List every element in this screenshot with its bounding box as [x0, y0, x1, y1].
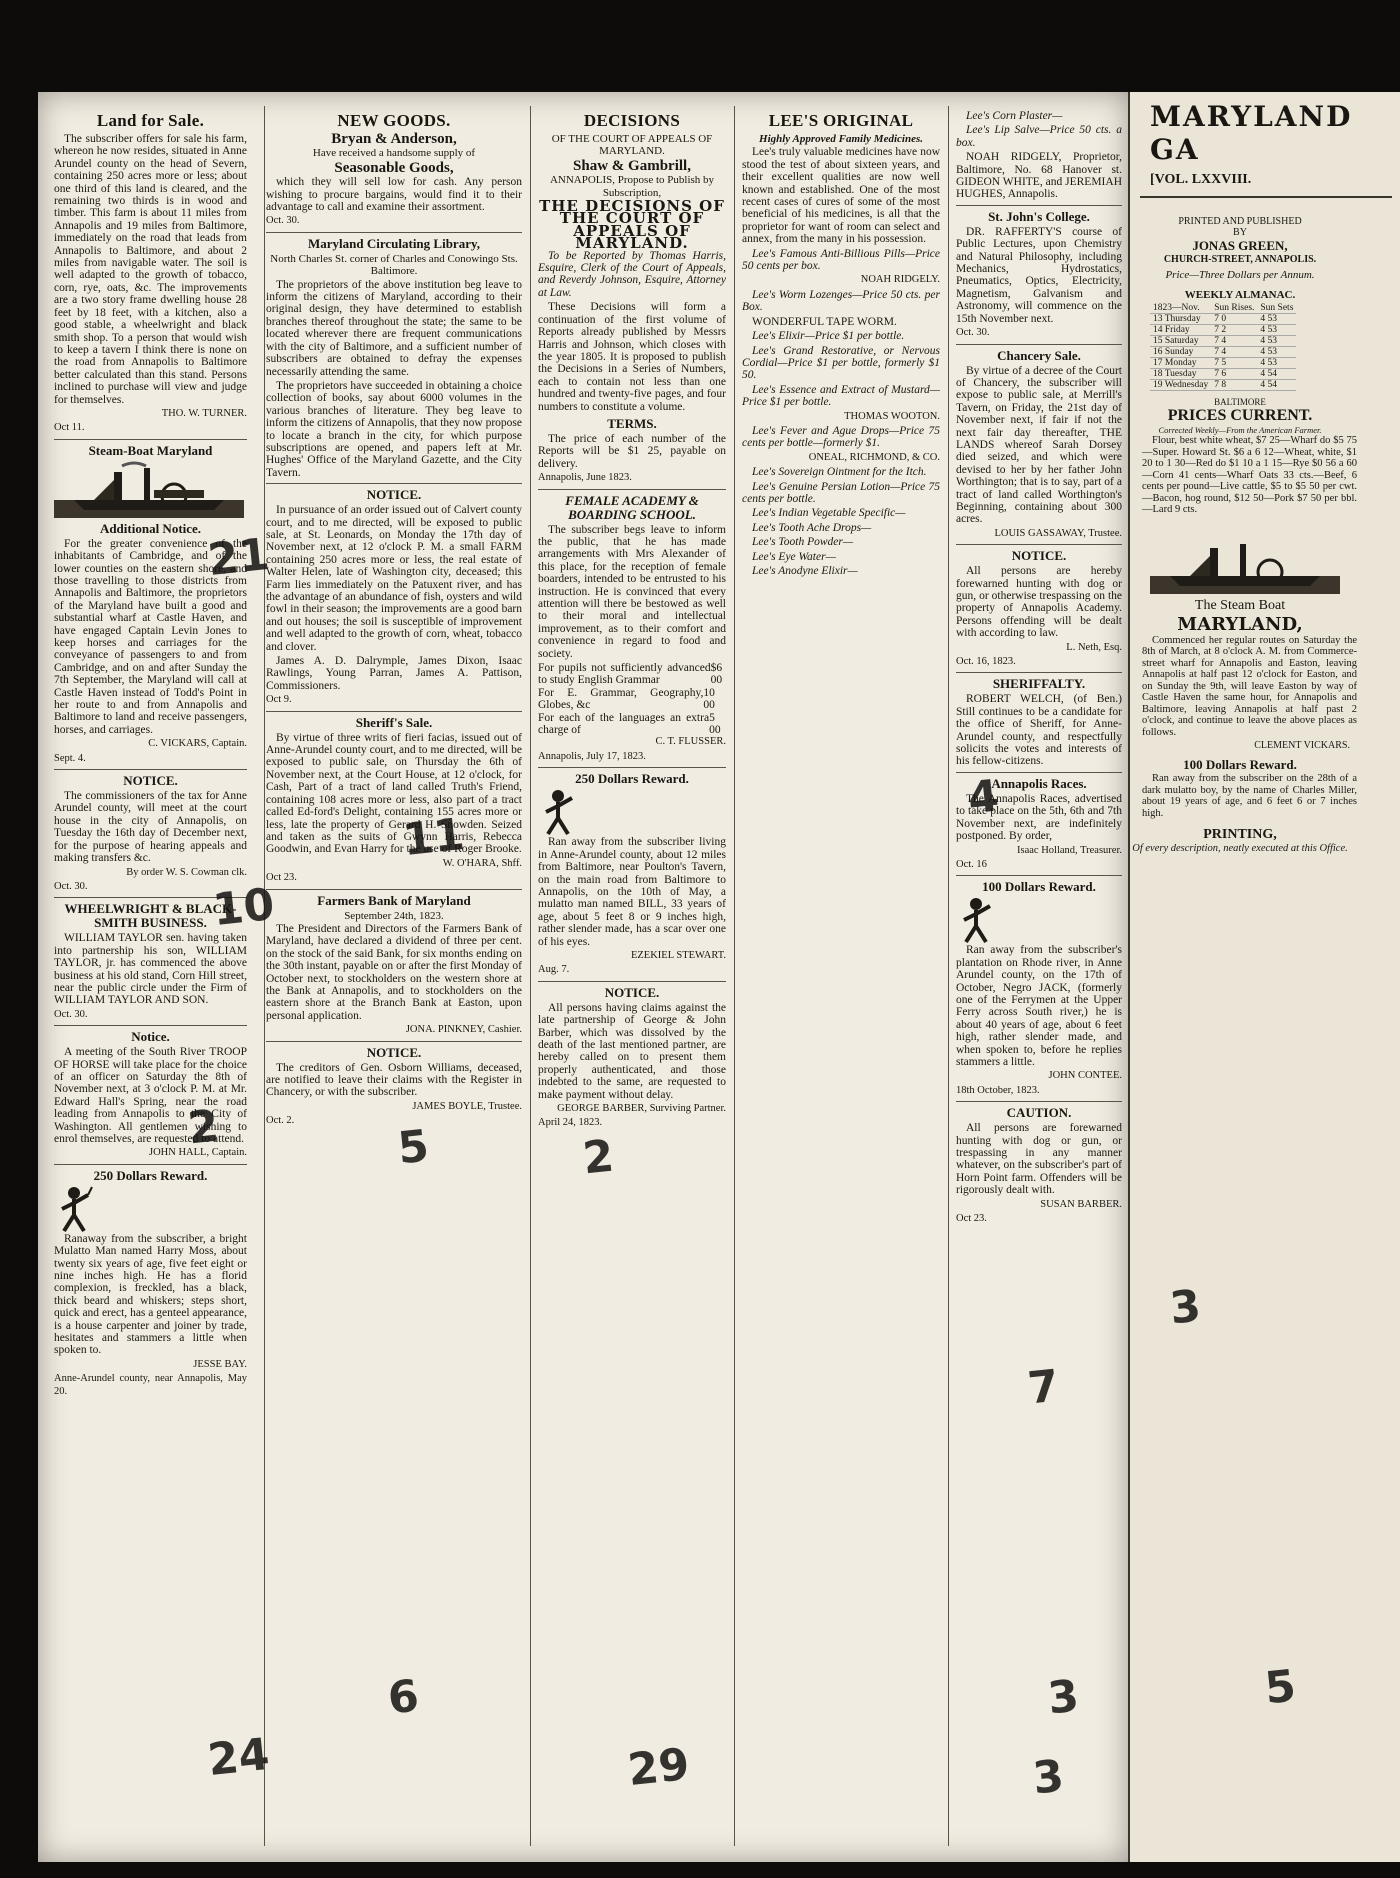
handwritten-number: 10: [210, 878, 277, 937]
prices-body: Flour, best white wheat, $7 25—Wharf do $5 75—Super. Howard St. $6 a 6 12—Wheat, white, $1 20 to 1 30—Red do $1 10 a 1 15—Rye $0 56 a 60—Corn 41 cents—Wharf Oats 33 cts.—Beef, 6 cents per pound—Live cattle, $5 to $5 50 per cwt.—Bacon, hog round, $12 50—Pork $7 50 per bbl.—Lard 9 cts.: [1142, 435, 1357, 515]
caution-signature: SUSAN BARBER.: [1040, 1198, 1122, 1210]
sheriff-sale-title: Sheriff's Sale.: [355, 714, 433, 730]
table-header: 1823—Nov. Sun Rises. Sun Sets: [1150, 303, 1296, 314]
additional-notice-date: Sept. 4.: [54, 752, 86, 764]
table-row: 19 Wednesday 7 8 4 54: [1150, 380, 1296, 391]
handwritten-number: 2: [580, 1130, 617, 1185]
divider: [956, 544, 1122, 545]
reward-body: Ran away from the subscriber on the 28th of a dark mulatto boy, by the name of Charles Miller, about 19 years of age, and 6 feet 6 or 7 inches high.: [1142, 773, 1357, 819]
runaway-figure-icon: [538, 788, 726, 836]
land-sale-body: The subscriber offers for sale his farm, whereon he now resides, situated in Anne Arundel county on the head of Severn, containing 250 acres more or less; about one third of this land is cleared, and the remaining two thirds is in wood and timber. This farm is about 11 miles from Annapolis and 19 miles from Baltimore, immediately on the road that leads from Annapolis to Baltimore, and about 2 miles from navigable water. The soil is well adapted to the growth of tobacco, corn, rye, oats, &c. The improvements are a two story frame dwelling house 28 feet by 18 feet, with a kitchen, also a good stable, a wheelwright and black smith shop. To a person that would wish to keep a tavern I think there is none on the road from Annapolis to Baltimore better calculated than this stand. Persons inclined to purchase will view and judge for themselves.: [54, 133, 247, 406]
almanac-title: WEEKLY ALMANAC.: [1184, 289, 1296, 301]
lip-salve-title: Lee's Lip Salve—Price 50 cts. a box.: [956, 124, 1122, 149]
table-row: 14 Friday 7 2 4 53: [1150, 325, 1296, 336]
oneal-signature: ONEAL, RICHMOND, & CO.: [808, 451, 940, 463]
steamboat-cut: [1150, 536, 1400, 594]
decisions-title: DECISIONS: [583, 111, 681, 130]
printing-title: PRINTING,: [1203, 827, 1277, 842]
column-1: [48, 110, 253, 1845]
prices-subtitle: Corrected Weekly—From the American Farmer.: [1158, 425, 1322, 435]
column-3: [532, 110, 732, 1845]
list-item: For E. Grammar, Geography, Globes, &c 10 00: [538, 686, 715, 712]
notice-signature: L. Neth, Esq.: [1066, 641, 1122, 653]
library-subtitle: North Charles St. corner of Charles and Conowingo Sts. Baltimore.: [270, 252, 518, 278]
reward-title: 100 Dollars Reward.: [1183, 757, 1297, 772]
handwritten-number: 11: [400, 808, 467, 867]
notice-body: The commissioners of the tax for Anne Arundel county, will meet at the court house in the city of Annapolis, on Tuesday the 16th day of December next, for the purpose of hearing appeals and making transfers &c.: [54, 790, 247, 865]
printer-street: CHURCH-STREET, ANNAPOLIS.: [1163, 254, 1317, 265]
vegetable-title: Lee's Indian Vegetable Specific—: [752, 507, 906, 520]
chancery-title: Chancery Sale.: [997, 347, 1081, 363]
troop-notice-title: Notice.: [131, 1029, 170, 1045]
new-goods-date: Oct. 30.: [266, 215, 300, 227]
column-2: [260, 110, 528, 1845]
reward-body: Ran away from the subscriber living in Anne-Arundel county, about 12 miles from Baltimore, near Poulton's Tavern, on the main road from Baltimore to Annapolis, on the 10th of May, a mulatto man named BILL, 33 years of age, about 5 feet 8 or 9 inches high, rather slender made, has a scar over one of his eyes.: [538, 836, 726, 948]
bank-body: The President and Directors of the Farmers Bank of Maryland, have declared a dividend of three per cent. on the stock of the said Bank, for six months ending on the 30th instant, payable on or after the first Monday of October next, to stockholders on the western shore at the Bank at Annapolis, and to stockholders on the eastern shore at the Branch Bank at Easton, upon personal application.: [266, 922, 522, 1022]
table-row: 15 Saturday 7 4 4 53: [1150, 336, 1296, 347]
front-page-edge: [1128, 92, 1400, 1862]
library-body: The proprietors of the above institution beg leave to inform the citizens of Maryland, according to their original design, they have determined to establish branches thereof throughout the state; the same to be located wherever there are frequent communications with the city of Baltimore, and a sufficient number of subscribers are obtained to defray the expenses necessarily attending the same.: [266, 278, 522, 378]
new-goods-heading: Seasonable Goods,: [334, 159, 454, 176]
college-body: DR. RAFFERTY'S course of Public Lectures, upon Chemistry and Natural Philosophy, including Mechanics, Hydrostatics, Pneumatics, Optics, Electricity, Magnetism, Galvanism and Astronomy, will commence on the 15th November next.: [956, 225, 1122, 325]
corn-plaster-title: Lee's Corn Plaster—: [966, 110, 1063, 122]
toothpowder-title: Lee's Tooth Powder—: [752, 536, 854, 549]
academy-title: FEMALE ACADEMY & BOARDING SCHOOL.: [565, 492, 699, 522]
divider: [54, 1025, 247, 1026]
steamboat-name: MARYLAND,: [1177, 613, 1303, 635]
handwritten-number: 5: [395, 1120, 432, 1175]
handwritten-number: 29: [625, 1738, 692, 1797]
chancery-signature: LOUIS GASSAWAY, Trustee.: [994, 527, 1122, 539]
academy-price-list: [538, 662, 726, 736]
decisions-firm-sub: ANNAPOLIS, Propose to Publish by Subscription,: [549, 174, 715, 199]
mustard-title: Lee's Essence and Extract of Mustard—Price $1 per bottle.: [742, 383, 940, 409]
lee-title: LEE'S ORIGINAL: [768, 111, 914, 130]
table-row: 18 Tuesday 7 6 4 54: [1150, 369, 1296, 380]
notice-date: Oct. 16, 1823.: [956, 656, 1016, 668]
lozenges-title: Lee's Worm Lozenges—Price 50 cts. per Box.: [742, 288, 940, 314]
steamboat-cut: [54, 460, 247, 518]
column-rule: [734, 106, 735, 1846]
list-item: For pupils not sufficiently advanced to study English Grammar $6 00: [538, 662, 723, 687]
divider: [956, 672, 1122, 673]
handwritten-number: 5: [1262, 1660, 1299, 1715]
creditors-notice-title: NOTICE.: [366, 1044, 422, 1060]
troop-notice-body: A meeting of the South River TROOP OF HORSE will take place for the choice of an officer on Saturday the 8th of November next, at 3 o'clock P. M. at Mr. Edward Hall's Spring, near the road leading from Annapolis to the City of Washington. All gentlemen wishing to enrol themselves, are requested to attend.: [54, 1046, 247, 1145]
races-title: Annapolis Races.: [991, 775, 1087, 791]
divider: [956, 875, 1122, 876]
handwritten-number: 7: [1025, 1360, 1062, 1415]
lotion-title: Lee's Genuine Persian Lotion—Price 75 cents per bottle.: [742, 480, 940, 505]
list-item: For each of the languages an extra charge of 5 00: [538, 711, 721, 737]
prices-title: PRICES CURRENT.: [1167, 407, 1313, 424]
bank-date-line: September 24th, 1823.: [344, 909, 444, 922]
steamboat-title: The Steam Boat: [1194, 597, 1286, 613]
steamboat-title: Steam-Boat Maryland: [88, 442, 213, 458]
column-4: [736, 110, 946, 1845]
bank-title: Farmers Bank of Maryland: [317, 892, 471, 908]
handwritten-number: 21: [205, 528, 272, 587]
land-sale-date: Oct 11.: [54, 422, 85, 434]
caution-title: CAUTION.: [1006, 1105, 1072, 1121]
divider: [1140, 196, 1392, 198]
decisions-blackletter-title: THE DECISIONS OF THE COURT OF APPEALS OF MARYLAND.: [539, 197, 725, 253]
pills-title: Lee's Famous Anti-Billious Pills—Price 50 cents per box.: [742, 247, 940, 273]
divider: [956, 344, 1122, 345]
academy-signature: C. T. FLUSSER.: [655, 736, 726, 748]
chancery-body: By virtue of a decree of the Court of Chancery, the subscriber will expose to public sale, at Merrill's Tavern, on Friday, the 21st day of November next, if fair if not the next fair day thereafter, THE LANDS whereof Sarah Dorsey died seized, and which were devised to her by her father John Worthington; that is to say, part of a tract of land called Worthington's Beginning, containing about 300 acres.: [956, 364, 1122, 526]
divider: [538, 981, 726, 982]
races-signature: Isaac Holland, Treasurer.: [1017, 844, 1122, 856]
bank-signature: JONA. PINKNEY, Cashier.: [405, 1024, 522, 1036]
ague-title: Lee's Fever and Ague Drops—Price 75 cents per bottle—formerly $1.: [742, 424, 940, 450]
handwritten-number: 4: [965, 770, 1002, 825]
new-goods-firm: Bryan & Anderson,: [331, 131, 457, 147]
terms-body: The price of each number of the Reports will be $1 25, payable on delivery.: [538, 432, 726, 470]
land-sale-signature: THO. W. TURNER.: [161, 407, 247, 419]
decisions-body: These Decisions will form a continuation of the first volume of Reports already published by Messrs Harris and Johnson, which closes with the year 1805. It is proposed to publish the Decisions in a Series of Numbers, each to contain not less than one hundred and twenty-five pages, and four numbers to constitute a volume.: [538, 301, 726, 413]
additional-notice-signature: C. VICKARS, Captain.: [148, 738, 247, 750]
notice-signature: GEORGE BARBER, Surviving Partner.: [557, 1103, 726, 1114]
notice-date: Oct. 30.: [54, 880, 88, 892]
handwritten-number: 24: [205, 1728, 272, 1787]
reward-date: Aug. 7.: [538, 964, 570, 976]
printer-line: PRINTED AND PUBLISHED: [1178, 216, 1302, 227]
additional-notice-body: For the greater convenience of the inhabitants of Cambridge, and of the lower counties on the eastern shore, and those travelling to those districts from Annapolis and Baltimore, the proprietors of the Maryland have built a good and substantial wharf at Castle Haven, and have engaged Captain Levin Jones to keep horses and carriages for the conveyance of passengers to and from Cambridge, and on and after Sunday the 7th September, the Maryland will call at Castle Haven instead of Todd's Point in her route to and from Annapolis and Baltimore to land and receive passengers, horses, and carriages.: [54, 537, 247, 736]
handwritten-number: 3: [1030, 1750, 1067, 1805]
reward-body: Ranaway from the subscriber, a bright Mulatto Man named Harry Moss, about twenty six years of age, five feet eight or nine inches high. He has a florid complexion, is freckled, has a black, thick beard and whiskers; steps short, quick and erect, has a genteel appearance, is a house carpenter and joiner by trade, hesitates and stammers a little when spoken to.: [54, 1232, 247, 1357]
creditors-notice-signature: JAMES BOYLE, Trustee.: [412, 1100, 522, 1112]
new-goods-body: which they will sell low for cash. Any person wishing to procure bargains, would find it to their advantage to call and examine their assortment.: [266, 176, 522, 214]
creditors-notice-body: The creditors of Gen. Osborn Williams, deceased, are notified to leave their claims with the Register in Chancery, or with the subscriber.: [266, 1061, 522, 1099]
prices-city: BALTIMORE: [1214, 397, 1266, 407]
wheelwright-title: WHEELWRIGHT & BLACK-SMITH BUSINESS.: [64, 901, 237, 931]
terms-date: Annapolis, June 1823.: [538, 472, 632, 484]
lee-body: Lee's truly valuable medicines have now stood the test of about sixteen years, and their excellent qualities are now well known and established. One of the most recent cases of cures of some of the most beneficial of his medicines, is all that the proprietor for want of room can select and annex, from the many in his possession.: [742, 146, 940, 246]
commissioners-list: James A. D. Dalrymple, James Dixon, Isaac Rawlings, Young Parran, James A. Pattison, Commissioners.: [266, 655, 522, 692]
sheriffalty-body: ROBERT WELCH, (of Ben.) Still continues to be a candidate for the office of Sheriff, for Anne-Arundel county, and respectfully solicits the votes and interests of his fellow-citizens.: [956, 693, 1122, 768]
library-body-2: The proprietors have succeeded in obtaining a choice collection of books, say about 6000 volumes in the various branches of literature. They beg leave to inform the citizens of Annapolis, that they now propose to locate a branch in the city, for which purpose subscriptions are opened, and papers left at Mr. Hughes' Office of the Maryland Gazette, and the City Tavern.: [266, 379, 522, 479]
academy-body: The subscriber begs leave to inform the public, that he has made arrangements with Mrs Alexander of this place, for the reception of female boarders, intended to be entrusted to his instruction. He is convinced that every attention will there be bestowed as well to their moral and intellectual improvement, as to their comfort and convenience in regard to food and society.: [538, 523, 726, 660]
anodyne-title: Lee's Anodyne Elixir—: [752, 565, 858, 577]
almanac-table: [1150, 303, 1296, 391]
notice-signature: By order W. S. Cowman clk.: [126, 866, 247, 878]
notice-title: NOTICE.: [604, 984, 660, 1000]
divider: [54, 439, 247, 440]
reward-title: 250 Dollars Reward.: [575, 771, 689, 787]
reward-date: Anne-Arundel county, near Annapolis, May 20.: [54, 1373, 247, 1397]
handwritten-number: 2: [185, 1100, 222, 1155]
reward-signature: JOHN CONTEE.: [1048, 1070, 1122, 1082]
troop-notice-signature: JOHN HALL, Captain.: [149, 1147, 247, 1159]
toothache-title: Lee's Tooth Ache Drops—: [752, 521, 872, 534]
reward-title: 250 Dollars Reward.: [93, 1167, 208, 1183]
creditors-notice-date: Oct. 2.: [266, 1115, 295, 1127]
divider: [266, 1041, 522, 1042]
divider: [54, 1164, 247, 1165]
handwritten-number: 3: [1045, 1670, 1082, 1725]
masthead: MARYLAND GA: [1150, 100, 1353, 166]
restorative-title: Lee's Grand Restorative, or Nervous Cordial—Price $1 per bottle, formerly $1 50.: [742, 344, 940, 382]
reward-date: 18th October, 1823.: [956, 1084, 1040, 1096]
tapeworm-title: WONDERFUL TAPE WORM.: [752, 315, 897, 328]
handwritten-number: 6: [385, 1670, 422, 1725]
runaway-figure-icon: [54, 1185, 247, 1233]
decisions-firm: Shaw & Gambrill,: [573, 157, 691, 174]
divider: [956, 205, 1122, 206]
printer-by: BY: [1233, 227, 1247, 238]
eyewater-title: Lee's Eye Water—: [752, 550, 836, 563]
pills-signature: NOAH RIDGELY.: [860, 274, 940, 286]
notice-title: NOTICE.: [1011, 548, 1067, 564]
races-body: The Annapolis Races, advertised to take place on the 5th, 6th and 7th November next, are indefinitely postponed. By order,: [956, 792, 1122, 843]
price-line: Price—Three Dollars per Annum.: [1165, 269, 1315, 281]
notice-title: NOTICE.: [123, 773, 178, 789]
notice-title: NOTICE.: [366, 487, 422, 503]
library-title: Maryland Circulating Library,: [307, 235, 480, 251]
table-row: 16 Sunday 7 4 4 53: [1150, 347, 1296, 358]
column-5: [950, 110, 1128, 1845]
divider: [266, 483, 522, 484]
terms-title: TERMS.: [607, 415, 657, 431]
divider: [538, 489, 726, 490]
handwritten-number: 3: [1167, 1280, 1204, 1335]
divider: [266, 889, 522, 890]
ridgely-agents: NOAH RIDGELY, Proprietor, Baltimore, No. 68 Hanover st. GIDEON WHITE, and JEREMIAH HUGHES, Annapolis.: [956, 151, 1122, 201]
printer-name: JONAS GREEN,: [1192, 238, 1288, 253]
steamboat-body: Commenced her regular routes on Saturday the 8th of March, at 8 o'clock A. M. from Commerce-street wharf for Annapolis and Easton, leaving Annapolis at half past 12 o'clock for Easton, and on Sunday the 9th, will leave Easton by way of Castle Haven the same hour, for Annapolis and Baltimore, leaving Annapolis at half past 2 o'clock, and continue to leave the above places as follows.: [1142, 634, 1357, 738]
runaway-figure-icon: [956, 896, 1122, 944]
commissioners-date: Oct 9.: [266, 694, 292, 706]
printing-body: Of every description, neatly executed at this Office.: [1132, 843, 1348, 854]
academy-date: Annapolis, July 17, 1823.: [538, 750, 646, 762]
notice-date: April 24, 1823.: [538, 1117, 603, 1129]
sheriff-sale-date: Oct 23.: [266, 872, 297, 884]
table-row: 13 Thursday 7 0 4 53: [1150, 314, 1296, 325]
additional-notice-title: Additional Notice.: [99, 520, 202, 536]
divider: [956, 1101, 1122, 1102]
column-rule: [948, 106, 949, 1846]
reward-signature: JESSE BAY.: [193, 1358, 247, 1370]
sheriff-sale-signature: W. O'HARA, Shff.: [442, 857, 522, 869]
reward-title: 100 Dollars Reward.: [982, 879, 1096, 895]
elixir-title: Lee's Elixir—Price $1 per bottle.: [752, 330, 905, 343]
lee-subtitle: Highly Approved Family Medicines.: [759, 133, 923, 145]
college-title: St. John's College.: [988, 208, 1090, 224]
land-sale-title: Land for Sale.: [96, 111, 205, 130]
divider: [54, 769, 247, 770]
notice-body: All persons having claims against the late partnership of George & John Barber, which was dissolved by the death of the last mentioned partner, are hereby called on to present them properly authenticated, and those indebted to the same, are requested to make payment without delay.: [538, 1001, 726, 1101]
sheriff-sale-body: By virtue of three writs of fieri facias, issued out of Anne-Arundel county court, and to me directed, will be exposed to public sale, on Thursday the 6th of November next, at the Court House, at 12 o'clock, for Cash, Part of a tract of land called Truth's Friend, containing 108 acres more or less, also part of a tract called Ed-ford's Delight, containing 155 acres more or less, late the property of Gerard H. Snowden. Seized and taken as the suits of Gwynn Harris, Rebecca Goodwin, and Evan Harry for the use of Roger Brooke.: [266, 731, 522, 856]
races-date: Oct. 16: [956, 858, 987, 870]
wooton-signature: THOMAS WOOTON.: [844, 410, 940, 422]
caution-body: All persons are forewarned hunting with dog or gun, or trespassing in any manner whatever, on the subscriber's part of Horn Point farm. Offenders will be rigorously dealt with.: [956, 1122, 1122, 1197]
table-row: 17 Monday 7 5 4 53: [1150, 358, 1296, 369]
caution-date: Oct 23.: [956, 1213, 987, 1225]
notice-body: All persons are hereby forewarned hunting with dog or gun, or otherwise trespassing on the property of Annapolis Academy. Persons offending will be dealt with according to law.: [956, 565, 1122, 640]
column-rule: [530, 106, 531, 1846]
divider: [538, 767, 726, 768]
decisions-reporter: To be Reported by Thomas Harris, Esquire, Clerk of the Court of Appeals, and Reverdy Johnson, Esquire, Attorney at Law.: [538, 249, 726, 299]
wheelwright-body: WILLIAM TAYLOR sen. having taken into partnership his son, WILLIAM TAYLOR, jr. has commenced the above business at his old stand, Corn Hill street, near the public circle under the Firm of WILLIAM TAYLOR AND SON.: [54, 932, 247, 1007]
ointment-title: Lee's Sovereign Ointment for the Itch.: [752, 466, 927, 479]
wheelwright-date: Oct. 30.: [54, 1008, 88, 1020]
divider: [266, 711, 522, 712]
notice-body: In pursuance of an order issued out of Calvert county court, and to me directed, will be exposed to public sale, at St. Leonards, on Monday the 17th day of November next, at 12 o'clock P. M. a small FARM containing 250 acres more or less, the real estate of Walter Helen, late of Washington city, deceased; this Farm lies immediately on the Patuxent river, and has the advantage of an abundance of fish, oysters and wild fowl in their season; the improvements are a good barn and out houses; the soil is susceptible of improvement and well adapted to the growth of corn, wheat, tobacco and clover.: [266, 504, 522, 653]
volume-number: [VOL. LXXVIII.: [1150, 172, 1252, 187]
divider: [266, 232, 522, 233]
sheriffalty-title: SHERIFFALTY.: [992, 676, 1086, 692]
reward-body: Ran away from the subscriber's plantation on Rhode river, in Anne Arundel county, on the 17th of October, Negro JACK, (formerly one of the Ferrymen at the Upper Ferry across South river,) he is about 40 years of age, about 6 feet high, rather slender made, and when spoken to, before he replies stammers a little.: [956, 944, 1122, 1068]
steamboat-signature: CLEMENT VICKARS.: [1254, 740, 1350, 751]
new-goods-subtitle: Have received a handsome supply of: [312, 147, 476, 160]
decisions-subtitle: OF THE COURT OF APPEALS OF MARYLAND.: [551, 133, 713, 158]
reward-signature: EZEKIEL STEWART.: [630, 949, 726, 961]
newspaper-page: [38, 92, 1128, 1862]
college-date: Oct. 30.: [956, 327, 990, 339]
new-goods-title: NEW GOODS.: [337, 111, 451, 130]
